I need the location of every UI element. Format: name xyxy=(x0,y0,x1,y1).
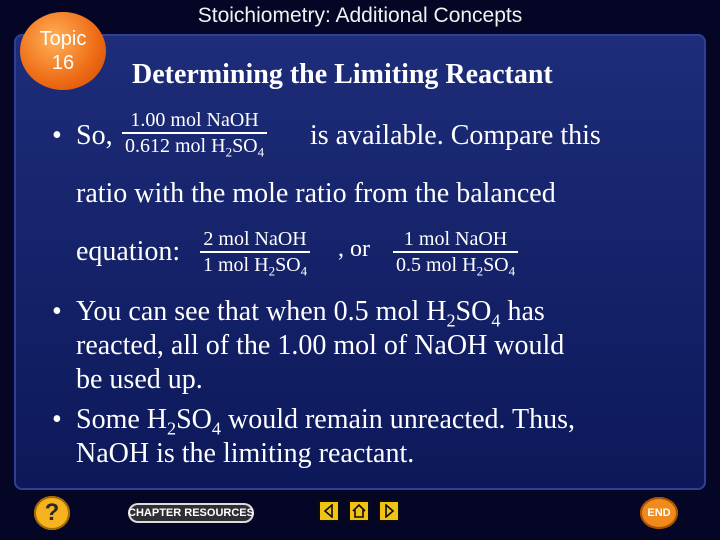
bullet-1-text-after: is available. Compare this xyxy=(310,120,601,151)
arrow-left-icon xyxy=(322,504,336,518)
home-icon xyxy=(352,504,366,518)
bullet-2-line-3: be used up. xyxy=(76,364,203,395)
bullet-2-line-1: You can see that when 0.5 mol $H_2SO_4$ has xyxy=(76,296,545,331)
ratio-balanced-numerator: 2 mol NaOH xyxy=(203,228,307,250)
ratio-simplified-numerator: 1 mol NaOH xyxy=(403,228,508,250)
bullet-1-lead: So, xyxy=(76,120,113,151)
ratio-simplified-denominator: 0.5 mol $H_2SO_4$ xyxy=(393,251,518,277)
or-text: , or xyxy=(338,236,370,262)
page-title: Determining the Limiting Reactant xyxy=(132,59,553,90)
ratio-simplified xyxy=(393,227,518,277)
ratio-given-numerator: 1.00 mol NaOH xyxy=(130,109,259,131)
ratio-given xyxy=(122,108,267,158)
chapter-resources-button[interactable]: CHAPTER RESOURCES xyxy=(128,503,254,523)
ratio-balanced-denominator: 1 mol $H_2SO_4$ xyxy=(200,251,310,277)
bullet-2-symbol: • xyxy=(52,296,62,327)
next-slide-button[interactable] xyxy=(378,500,400,522)
topic-label: Topic xyxy=(39,28,87,50)
ratio-given-denominator: 0.612 mol $H_2SO_4$ xyxy=(122,132,267,158)
bullet-1-line-3: equation: xyxy=(76,236,181,267)
arrow-right-icon xyxy=(382,504,396,518)
topic-badge xyxy=(20,12,106,90)
topic-number: 16 xyxy=(51,52,75,74)
header-title: Stoichiometry: Additional Concepts xyxy=(197,4,523,27)
home-button[interactable] xyxy=(348,500,370,522)
header-bar xyxy=(0,0,720,36)
prev-slide-button[interactable] xyxy=(318,500,340,522)
bullet-1-line-2: ratio with the mole ratio from the balanced xyxy=(76,178,556,209)
end-button[interactable]: END xyxy=(640,497,678,529)
ratio-balanced xyxy=(200,227,310,277)
bullet-3-line-2: NaOH is the limiting reactant. xyxy=(76,438,415,469)
help-button[interactable]: ? xyxy=(34,496,70,530)
bullet-3-symbol: • xyxy=(52,404,62,435)
bullet-2-line-2: reacted, all of the 1.00 mol of NaOH would xyxy=(76,330,565,361)
bullet-1-symbol: • xyxy=(52,120,62,151)
bullet-3-line-1: Some $H_2SO_4$ would remain unreacted. Thus, xyxy=(76,404,576,439)
